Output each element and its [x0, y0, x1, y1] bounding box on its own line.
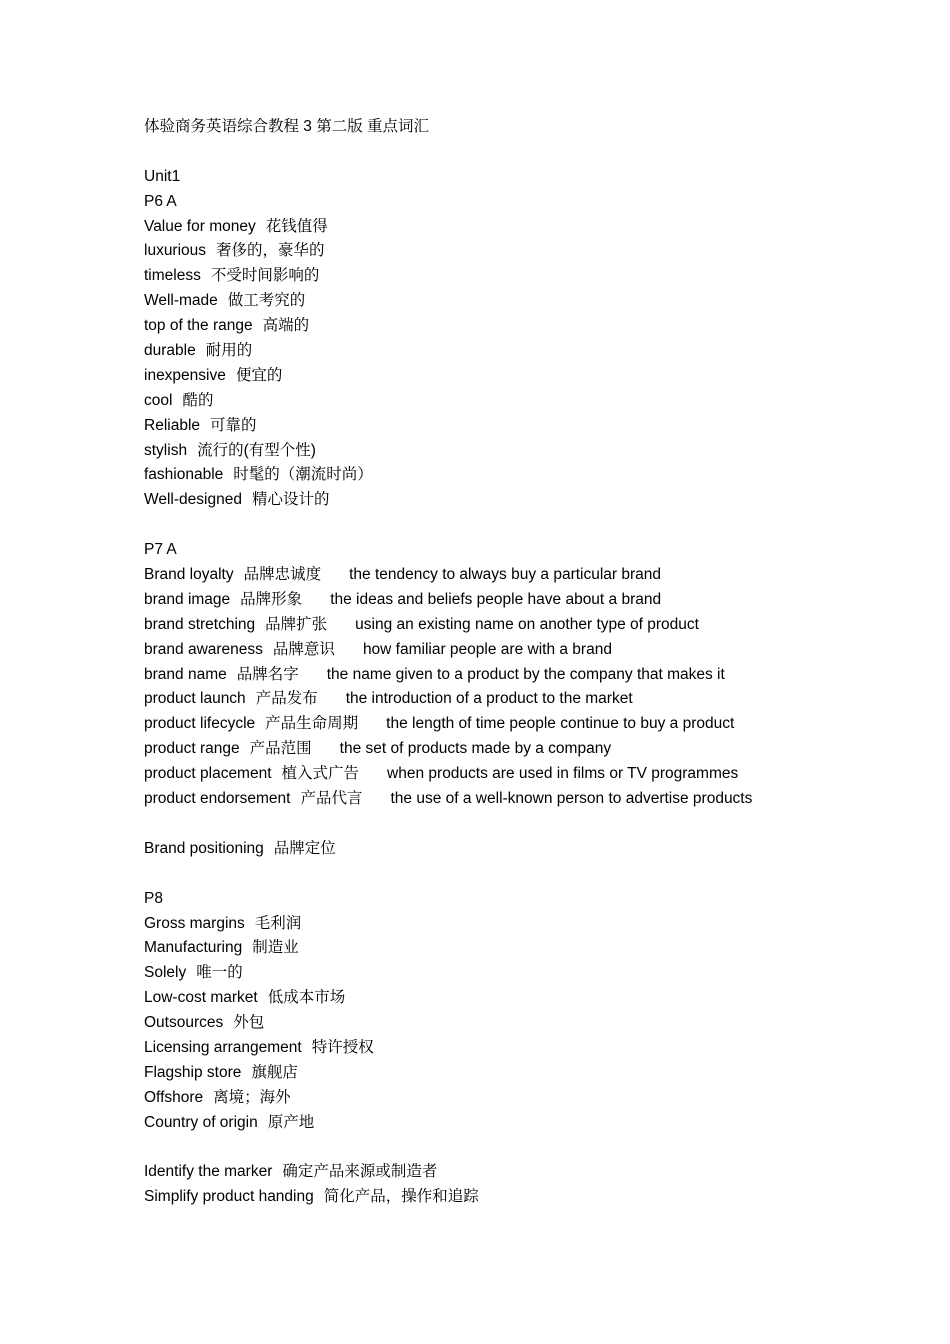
- vocab-entry: [144, 762, 924, 787]
- vocab-entry: [144, 986, 924, 1011]
- english-term: brand awareness: [144, 640, 263, 658]
- spacer: [144, 1136, 924, 1161]
- english-definition: when products are used in films or TV programmes: [387, 765, 739, 783]
- vocabulary-sections: [144, 190, 924, 1211]
- vocab-entry: [144, 687, 924, 712]
- chinese-translation: 品牌意识: [272, 640, 335, 658]
- chinese-translation: 离境；海外: [213, 1088, 291, 1106]
- vocab-entry: [144, 837, 924, 862]
- vocab-entry: [144, 264, 924, 289]
- chinese-translation: 确定产品来源或制造者: [282, 1163, 438, 1181]
- vocab-entry: [144, 787, 924, 812]
- chinese-translation: 品牌名字: [236, 665, 299, 683]
- section-heading: P8: [144, 889, 163, 907]
- english-term: Licensing arrangement: [144, 1038, 302, 1056]
- unit-heading: Unit1: [144, 167, 181, 185]
- english-definition: the name given to a product by the company that makes it: [326, 665, 725, 683]
- vocab-entry: [144, 712, 924, 737]
- vocab-entry: [144, 1036, 924, 1061]
- vocab-entry: [144, 414, 924, 439]
- chinese-translation: 流行的(有型个性): [197, 441, 316, 459]
- vocab-entry: [144, 588, 924, 613]
- vocab-entry: [144, 215, 924, 240]
- vocab-entry: [144, 439, 924, 464]
- chinese-translation: 产品范围: [249, 740, 312, 758]
- chinese-translation: 产品生命周期: [265, 715, 359, 733]
- vocab-entry: [144, 638, 924, 663]
- english-definition: the tendency to always buy a particular brand: [349, 566, 662, 584]
- chinese-translation: 耐用的: [205, 342, 253, 360]
- vocab-entry: [144, 613, 924, 638]
- chinese-translation: 低成本市场: [267, 989, 346, 1007]
- vocab-entry: [144, 961, 924, 986]
- chinese-translation: 高端的: [262, 317, 310, 335]
- english-term: cool: [144, 391, 173, 409]
- chinese-translation: 原产地: [267, 1113, 315, 1131]
- vocab-entry: [144, 463, 924, 488]
- english-term: inexpensive: [144, 366, 226, 384]
- english-term: timeless: [144, 267, 201, 285]
- chinese-translation: 奢侈的，豪华的: [216, 242, 325, 260]
- spacer: [144, 862, 924, 887]
- english-term: Well-designed: [144, 491, 242, 509]
- english-definition: the use of a well-known person to advertise products: [390, 790, 753, 808]
- chinese-translation: 毛利润: [254, 914, 302, 932]
- english-term: fashionable: [144, 466, 224, 484]
- chinese-translation: 精心设计的: [251, 491, 330, 509]
- chinese-translation: 品牌定位: [273, 839, 336, 857]
- chinese-translation: 不受时间影响的: [210, 267, 320, 285]
- section-heading: P6 A: [144, 192, 177, 210]
- english-term: Simplify product handing: [144, 1188, 314, 1206]
- chinese-translation: 做工考究的: [227, 292, 306, 310]
- english-term: top of the range: [144, 317, 253, 335]
- english-definition: the ideas and beliefs people have about a brand: [330, 590, 662, 608]
- vocab-entry: [144, 1011, 924, 1036]
- chinese-translation: 产品代言: [300, 790, 363, 808]
- chinese-translation: 酷的: [182, 391, 214, 409]
- english-definition: the set of products made by a company: [339, 740, 612, 758]
- english-definition: the length of time people continue to buy a product: [386, 715, 735, 733]
- english-term: Gross margins: [144, 914, 245, 932]
- vocab-entry: [144, 389, 924, 414]
- english-term: luxurious: [144, 242, 207, 260]
- vocab-entry: [144, 239, 924, 264]
- english-term: product range: [144, 740, 240, 758]
- vocab-entry: [144, 912, 924, 937]
- chinese-translation: 制造业: [252, 939, 299, 957]
- vocab-entry: [144, 488, 924, 513]
- english-term: Country of origin: [144, 1113, 258, 1131]
- vocab-entry: [144, 364, 924, 389]
- chinese-translation: 花钱值得: [265, 217, 328, 235]
- chinese-translation: 旗舰店: [251, 1063, 298, 1081]
- chinese-translation: 可靠的: [210, 416, 257, 434]
- spacer: [144, 812, 924, 837]
- vocab-entry: [144, 339, 924, 364]
- vocab-entry: [144, 289, 924, 314]
- english-term: brand name: [144, 665, 227, 683]
- english-definition: the introduction of a product to the market: [345, 690, 633, 708]
- vocab-entry: [144, 1160, 924, 1185]
- vocab-entry: [144, 1086, 924, 1111]
- chinese-translation: 特许授权: [311, 1038, 374, 1056]
- english-term: Reliable: [144, 416, 201, 434]
- english-term: durable: [144, 342, 196, 360]
- chinese-translation: 产品发布: [255, 690, 318, 708]
- english-term: Outsources: [144, 1014, 224, 1032]
- chinese-translation: 外包: [233, 1014, 265, 1032]
- english-term: Brand positioning: [144, 839, 264, 857]
- chinese-translation: 简化产品，操作和追踪: [323, 1188, 479, 1206]
- spacer: [144, 140, 924, 165]
- section-heading: P7 A: [144, 541, 177, 559]
- english-term: Offshore: [144, 1088, 204, 1106]
- english-term: product endorsement: [144, 790, 291, 808]
- english-term: product lifecycle: [144, 715, 256, 733]
- vocab-entry: [144, 737, 924, 762]
- vocab-entry: [144, 663, 924, 688]
- vocab-entry: [144, 936, 924, 961]
- english-definition: how familiar people are with a brand: [362, 640, 612, 658]
- english-term: product placement: [144, 765, 272, 783]
- document-title: 体验商务英语综合教程 3 第二版 重点词汇: [144, 118, 430, 135]
- english-term: Manufacturing: [144, 939, 243, 957]
- english-term: Low-cost market: [144, 989, 258, 1007]
- english-term: Value for money: [144, 217, 256, 235]
- vocab-entry: [144, 563, 924, 588]
- english-term: stylish: [144, 441, 188, 459]
- english-term: Well-made: [144, 292, 218, 310]
- document-page: [144, 115, 924, 1210]
- chinese-translation: 品牌形象: [240, 590, 303, 608]
- english-term: brand image: [144, 590, 231, 608]
- chinese-translation: 时髦的（潮流时尚）: [233, 466, 373, 484]
- english-definition: using an existing name on another type of product: [355, 615, 699, 633]
- chinese-translation: 品牌忠诚度: [243, 566, 322, 584]
- chinese-translation: 品牌扩张: [265, 615, 328, 633]
- chinese-translation: 唯一的: [196, 964, 243, 982]
- english-term: product launch: [144, 690, 246, 708]
- english-term: Identify the marker: [144, 1163, 273, 1181]
- english-term: brand stretching: [144, 615, 256, 633]
- english-term: Solely: [144, 964, 187, 982]
- vocab-entry: [144, 314, 924, 339]
- spacer: [144, 513, 924, 538]
- chinese-translation: 便宜的: [235, 366, 283, 384]
- english-term: Flagship store: [144, 1063, 242, 1081]
- chinese-translation: 植入式广告: [281, 765, 360, 783]
- vocab-entry: [144, 1111, 924, 1136]
- vocab-entry: [144, 1185, 924, 1210]
- vocab-entry: [144, 1061, 924, 1086]
- english-term: Brand loyalty: [144, 566, 234, 584]
